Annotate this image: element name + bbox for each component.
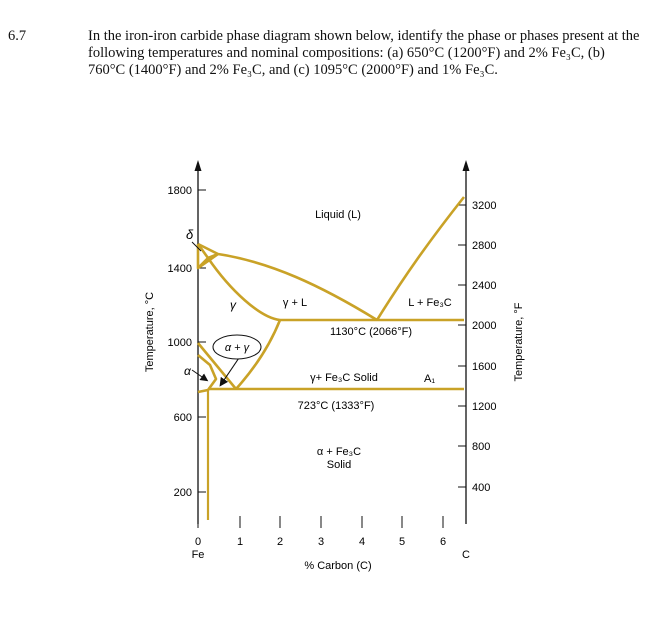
bottom-axis-title: % Carbon (C): [304, 560, 372, 572]
bottom-ticks: [198, 516, 443, 528]
label-gamma-fe3c: γ+ Fe₃C Solid: [310, 372, 378, 384]
right-tick-2400: 2400: [472, 280, 497, 292]
right-tick-2000: 2000: [472, 320, 497, 332]
right-tick-1600: 1600: [472, 361, 497, 373]
right-tick-1200: 1200: [472, 401, 497, 413]
left-ticks: [198, 190, 206, 492]
right-tick-400: 400: [472, 482, 491, 494]
label-alpha: α: [184, 364, 191, 378]
label-gamma: γ: [230, 298, 236, 312]
left-tick-600: 600: [173, 412, 192, 424]
right-tick-2800: 2800: [472, 240, 497, 252]
right-axis-arrow: [463, 160, 470, 171]
right-ticks: [458, 205, 466, 487]
eutectoid-temp: 723°C (1333°F): [297, 400, 375, 412]
fe-label: Fe: [191, 549, 205, 561]
label-alpha-fe3c-solid: Solid: [326, 459, 352, 471]
bottom-tick-2: 2: [276, 536, 284, 548]
eutectic-temp: 1130°C (2066°F): [330, 326, 412, 338]
label-liquid: Liquid (L): [315, 209, 361, 221]
label-alpha-fe3c: α + Fe₃C: [316, 446, 362, 458]
c-label: C: [462, 549, 470, 561]
left-axis-arrow: [195, 160, 202, 171]
a1-label: A₁: [424, 373, 436, 385]
left-tick-1000: 1000: [167, 337, 192, 349]
problem-text: In the iron-iron carbide phase diagram shown below, identify the phase or phases present at the following temperatures and nominal compositions: (a) 650°C (1200°F) and 2% Fe₃C, (b) 760°C (1400°F) and 2% Fe₃C, and (c) 1095°C (2000°F) and 1% Fe₃C.: [88, 28, 640, 78]
bottom-tick-6: 6: [439, 536, 447, 548]
bottom-tick-3: 3: [317, 536, 325, 548]
label-gamma-l: γ + L: [282, 297, 308, 309]
left-axis-title: Temperature, °C: [144, 291, 156, 373]
left-tick-1800: 1800: [167, 185, 192, 197]
left-tick-200: 200: [173, 487, 192, 499]
bottom-tick-0: 0: [194, 536, 202, 548]
bottom-tick-5: 5: [398, 536, 406, 548]
problem-number: 6.7: [8, 28, 27, 44]
right-axis-title: Temperature, °F: [513, 302, 525, 382]
left-tick-1400: 1400: [167, 263, 192, 275]
bottom-tick-1: 1: [236, 536, 244, 548]
label-alpha-gamma: α + γ: [224, 342, 250, 354]
label-delta: δ: [186, 227, 194, 242]
right-tick-800: 800: [472, 441, 491, 453]
label-l-fe3c: L + Fe₃C: [408, 297, 452, 309]
bottom-tick-4: 4: [358, 536, 366, 548]
right-tick-3200: 3200: [472, 200, 497, 212]
